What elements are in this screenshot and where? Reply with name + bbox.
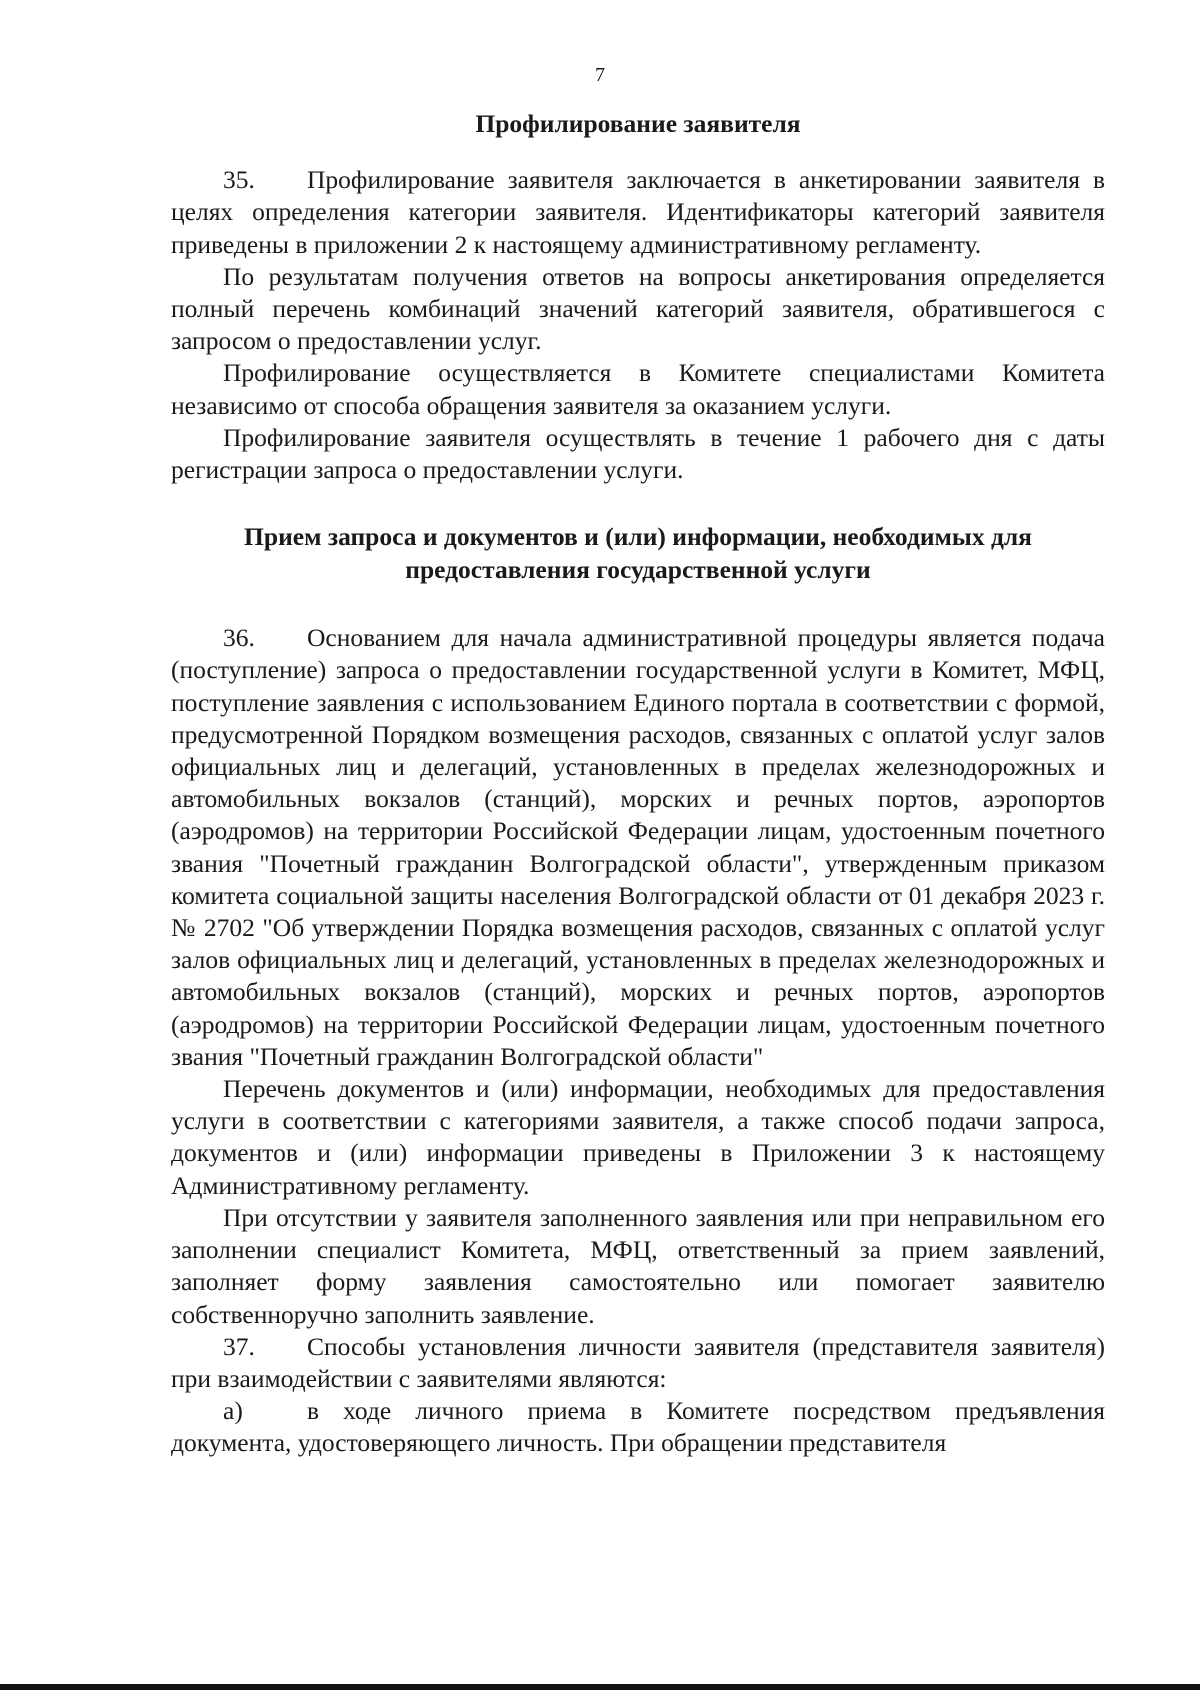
scan-bottom-edge [0, 1684, 1200, 1690]
paragraph-absence-of-application: При отсутствии у заявителя заполненного заявления или при неправильном его заполнении специалист Комитета, МФЦ, ответственный за прием заявлений, заполняет форму заявления самостоятельно или помогает заявителю собственноручно заполнить заявление. [171, 1202, 1105, 1329]
paragraph-profiling-deadline: Профилирование заявителя осуществлять в течение 1 рабочего дня с даты регистрации запроса о предоставлении услуги. [171, 422, 1105, 485]
page-number: 7 [595, 64, 605, 86]
heading-line-1: Прием запроса и документов и (или) информации, необходимых для [244, 522, 1032, 552]
paragraph-35 [171, 164, 1105, 261]
document-body [171, 108, 1105, 1460]
paragraph-number: 35. [223, 165, 255, 195]
paragraph-number: 36. [223, 623, 255, 653]
heading-line-2: предоставления государственной услуги [405, 555, 871, 585]
paragraph-36 [171, 622, 1105, 1073]
paragraph-profiling-location: Профилирование осуществляется в Комитете специалистами Комитета независимо от способа обращения заявителя за оказанием услуги. [171, 358, 1105, 420]
list-item-text: в ходе личного приема в Комитете посредством предъявления документа, удостоверяющего личность. При обращении представителя [171, 1396, 1105, 1458]
paragraph-37 [171, 1331, 1105, 1395]
section-heading-profiling: Профилирование заявителя [475, 109, 801, 138]
paragraph-text: Основанием для начала административной процедуры является подача (поступление) запроса о предоставлении государственной услуги в Комитет, МФЦ, поступление заявления с использованием Единого портала в соответствии с формой, предусмотренной Порядком возмещения расходов, связанных с оплатой услуг залов официальных лиц и делегаций, установленных в пределах железнодорожных и автомобильных вокзалов (станций), морских и речных портов, аэропортов (аэродромов) на территории Российской Федерации лицам, удостоенным почетного звания "Почетный гражданин Волгоградской области", утвержденным приказом комитета социальной защиты населения Волгоградской области от 01 декабря 2023 г. № 2702 "Об утверждении Порядка возмещения расходов, связанных с оплатой услуг залов официальных лиц и делегаций, установленных в пределах железнодорожных и автомобильных вокзалов (станций), морских и речных портов, аэропортов (аэродромов) на территории Российской Федерации лицам, удостоенным почетного звания "Почетный гражданин Волгоградской области" [171, 623, 1105, 1071]
list-item-a [171, 1395, 1105, 1459]
paragraph-number: 37. [223, 1331, 255, 1361]
list-item-letter: а) [223, 1396, 243, 1426]
section-heading-request-reception [171, 520, 1105, 586]
paragraph-profiling-results: По результатам получения ответов на вопросы анкетирования определяется полный перечень комбинаций значений категорий заявителя, обратившегося с запросом о предоставлении услуг. [171, 261, 1105, 356]
paragraph-text: Профилирование заявителя заключается в анкетировании заявителя в целях определения категории заявителя. Идентификаторы категорий заявителя приведены в приложении 2 к настоящему административному регламенту. [171, 165, 1105, 259]
paragraph-text: Способы установления личности заявителя (представителя заявителя) при взаимодействии с заявителями являются: [171, 1331, 1105, 1393]
paragraph-document-list: Перечень документов и (или) информации, необходимых для предоставления услуги в соответствии с категориями заявителя, а также способ подачи запроса, документов и (или) информации приведены в Приложении 3 к настоящему Административному регламенту. [171, 1074, 1105, 1200]
